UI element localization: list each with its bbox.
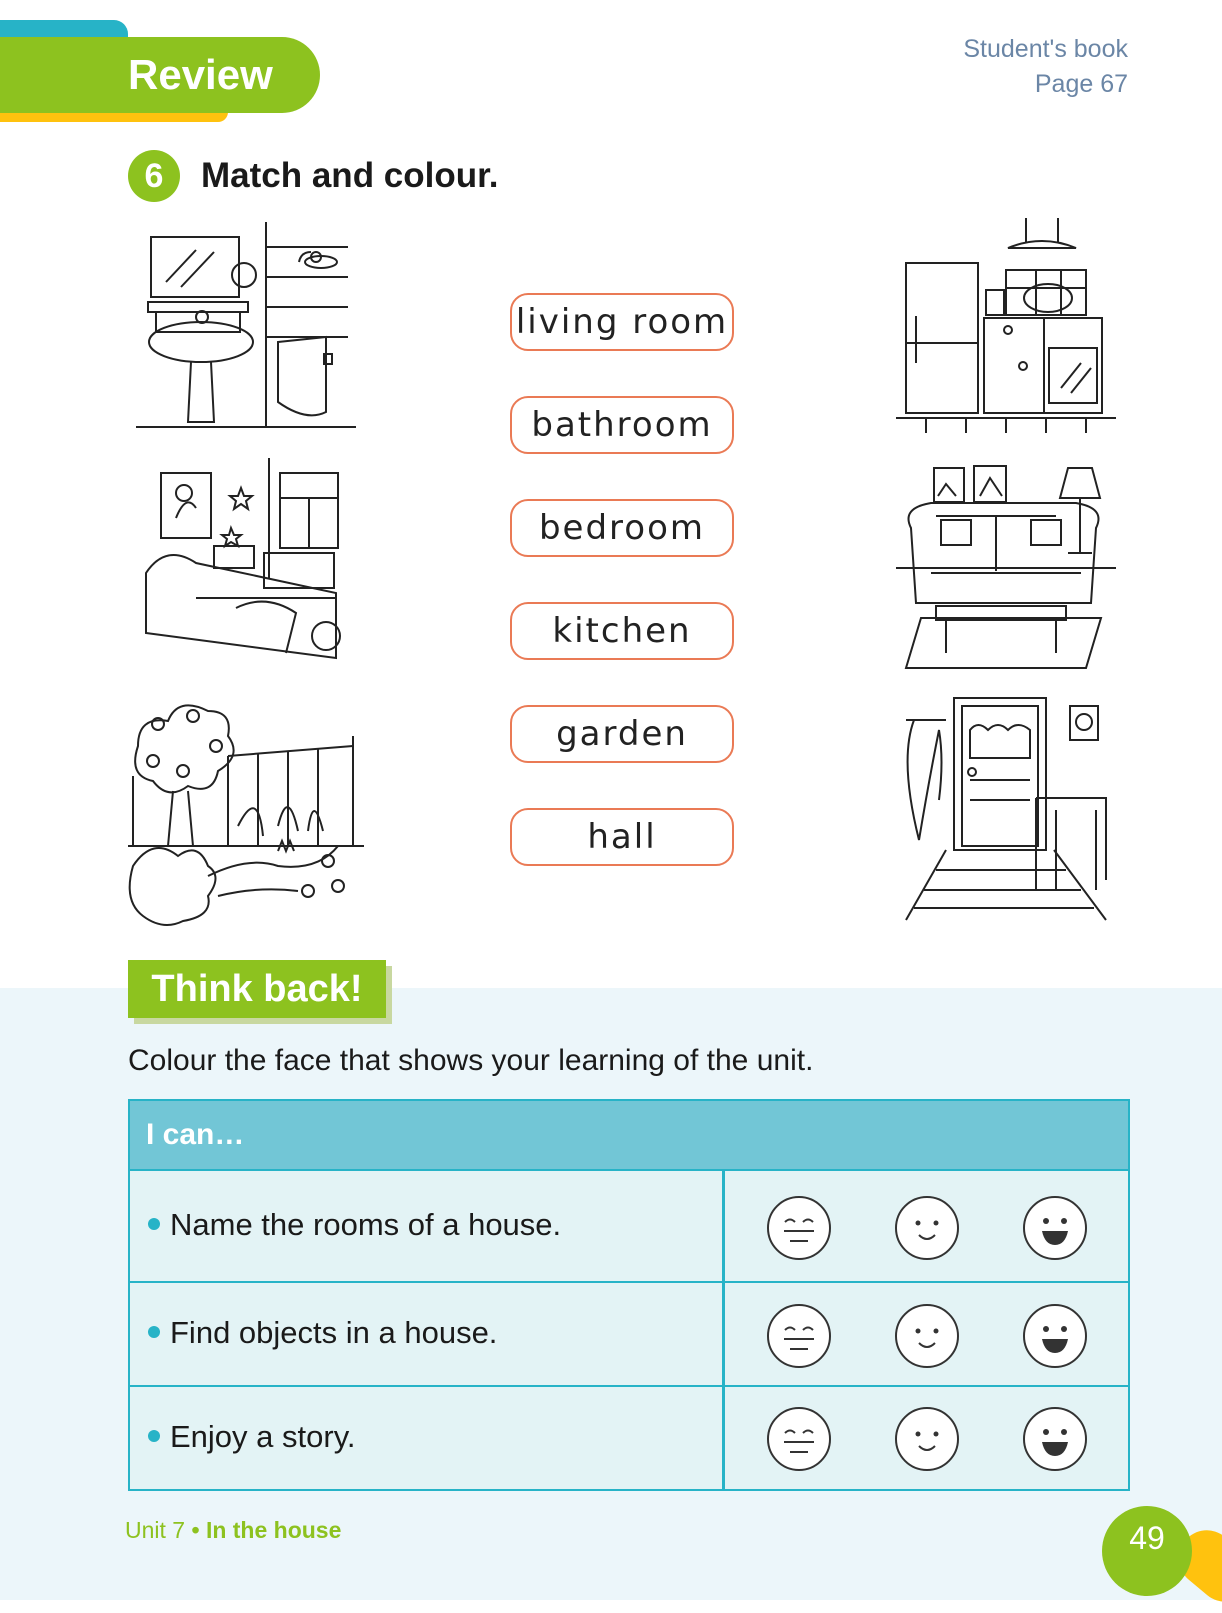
very-happy-face-icon[interactable] <box>1022 1195 1088 1261</box>
bullet-icon <box>148 1326 160 1338</box>
row-statement <box>148 1419 356 1455</box>
word-bedroom[interactable]: bedroom <box>510 499 734 557</box>
book-reference-title: Student's book <box>963 35 1128 63</box>
review-banner <box>0 37 320 113</box>
table-row <box>130 1283 1128 1387</box>
row-statement <box>148 1207 561 1243</box>
unsure-face-icon[interactable] <box>766 1195 832 1261</box>
activity-number: 6 <box>128 150 180 202</box>
row-label: Find objects in a house. <box>170 1315 498 1350</box>
footer-unit-info <box>125 1517 341 1544</box>
word-living-room[interactable]: living room <box>510 293 734 351</box>
row-label: Name the rooms of a house. <box>170 1207 562 1242</box>
row-label: Enjoy a story. <box>170 1419 356 1454</box>
activity-title: Match and colour. <box>201 156 499 195</box>
word-garden[interactable]: garden <box>510 705 734 763</box>
word-hall[interactable]: hall <box>510 808 734 866</box>
table-row <box>130 1171 1128 1283</box>
review-label: Review <box>128 51 273 98</box>
table-header: I can… <box>130 1101 1128 1171</box>
unsure-face-icon[interactable] <box>766 1406 832 1472</box>
word-kitchen[interactable]: kitchen <box>510 602 734 660</box>
self-assessment-table <box>128 1099 1130 1491</box>
hall-picture[interactable] <box>886 690 1126 930</box>
footer-separator: • <box>185 1517 206 1543</box>
bedroom-picture[interactable] <box>136 458 356 678</box>
footer-unit: Unit 7 <box>125 1517 186 1543</box>
table-row <box>130 1387 1128 1491</box>
footer-unit-title: In the house <box>205 1517 342 1543</box>
book-reference-page: Page 67 <box>1034 70 1128 98</box>
unsure-face-icon[interactable] <box>766 1303 832 1369</box>
bullet-icon <box>148 1218 160 1230</box>
bullet-icon <box>148 1430 160 1442</box>
happy-face-icon[interactable] <box>894 1195 960 1261</box>
kitchen-picture[interactable] <box>896 218 1116 442</box>
very-happy-face-icon[interactable] <box>1022 1406 1088 1472</box>
think-back-label: Think back! <box>128 960 386 1018</box>
living-room-picture[interactable] <box>896 458 1116 678</box>
row-statement <box>148 1315 497 1351</box>
bathroom-picture[interactable] <box>136 222 356 442</box>
happy-face-icon[interactable] <box>894 1406 960 1472</box>
book-reference <box>963 32 1128 102</box>
think-back-instruction: Colour the face that shows your learning of the unit. <box>128 1044 814 1077</box>
garden-picture[interactable] <box>128 696 364 928</box>
happy-face-icon[interactable] <box>894 1303 960 1369</box>
very-happy-face-icon[interactable] <box>1022 1303 1088 1369</box>
page-number: 49 <box>1129 1520 1165 1556</box>
word-bathroom[interactable]: bathroom <box>510 396 734 454</box>
